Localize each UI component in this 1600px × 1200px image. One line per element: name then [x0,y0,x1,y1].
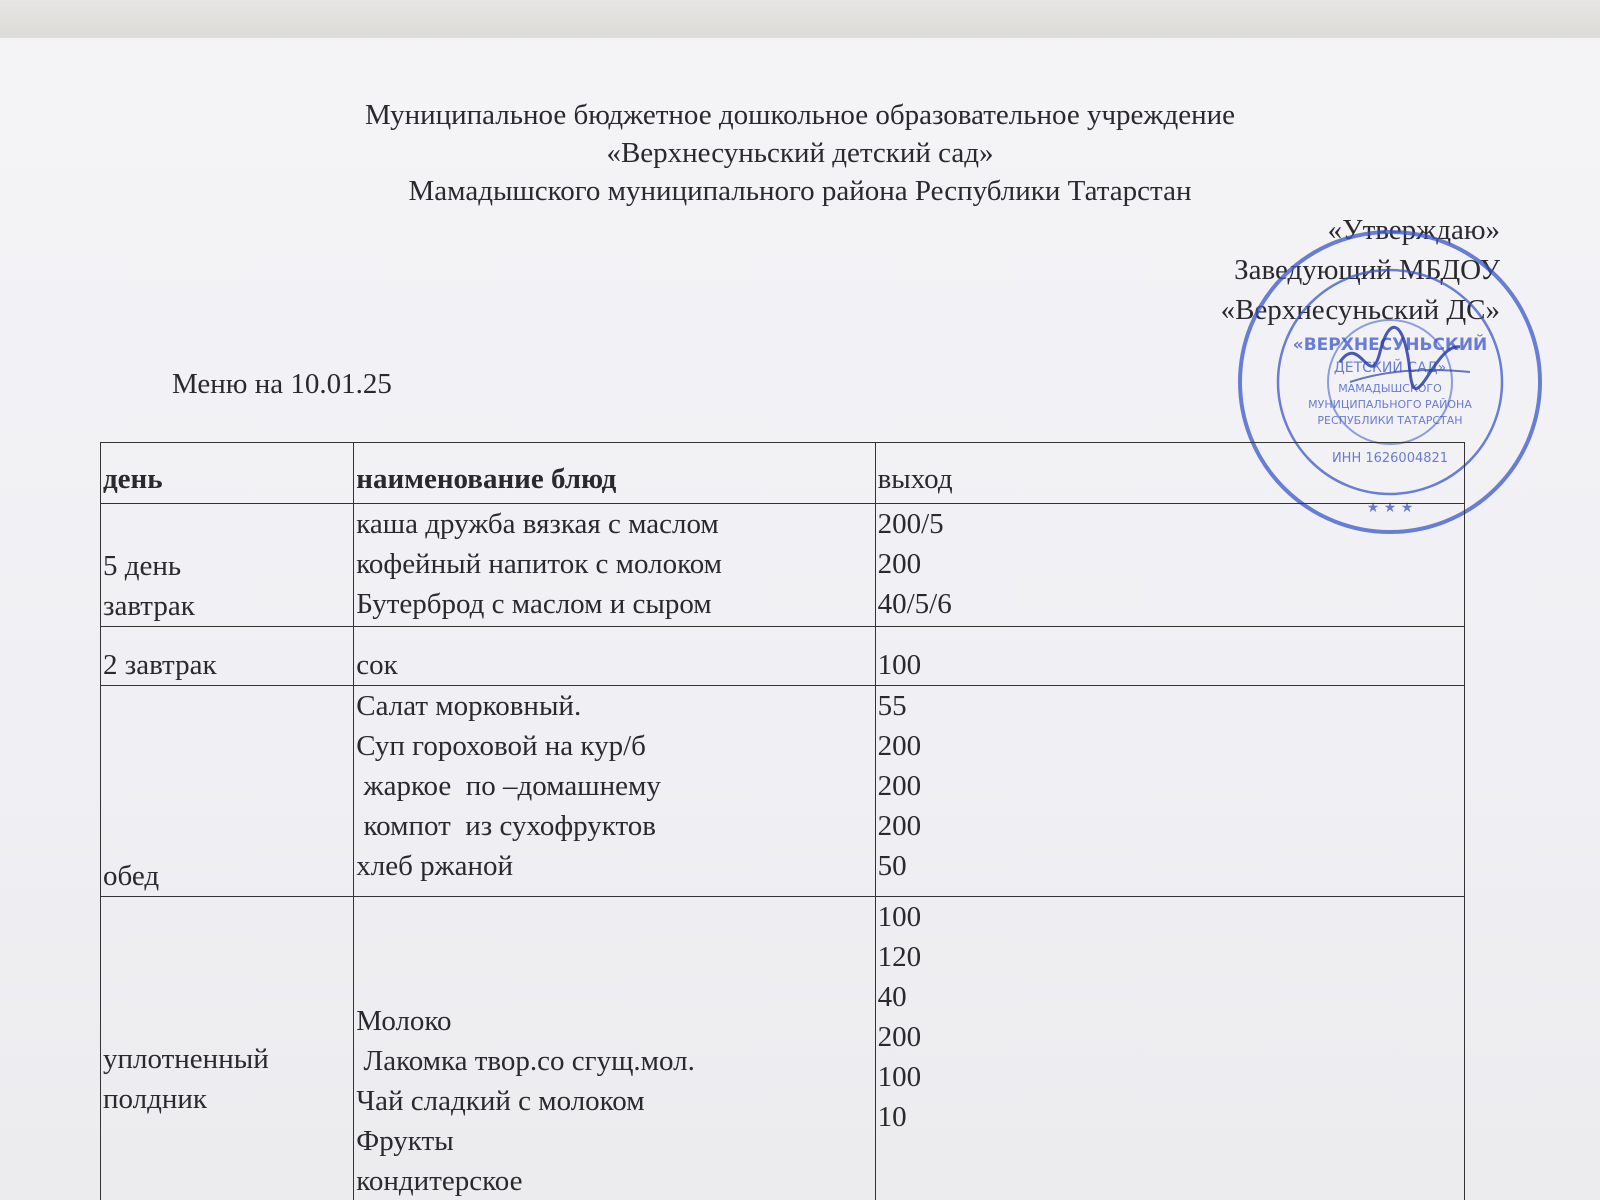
portion-value: 200 [877,1021,922,1053]
menu-table [100,442,1465,1200]
table-row-second-breakfast [101,627,1465,686]
meal-cell [101,686,354,897]
dish-item: сок [356,649,398,681]
svg-text:РЕСПУБЛИКИ ТАТАРСТАН: РЕСПУБЛИКИ ТАТАРСТАН [1317,414,1463,427]
svg-text:ДЕТСКИЙ САД»: ДЕТСКИЙ САД» [1333,360,1447,376]
portion-value: 100 [877,649,922,681]
meal-label: обед [103,860,160,892]
meal-label: 5 день [103,550,182,582]
dish-item: кофейный напиток с молоком [356,548,723,580]
portion-cell [875,627,1464,686]
portion-value: 55 [877,690,907,722]
portion-value: 200 [877,770,922,802]
portion-value: 40 [877,981,907,1013]
dish-item: Лакомка твор.со сгущ.мол. [356,1045,695,1077]
dish-item: Молоко [356,1005,452,1037]
meal-label: завтрак [103,590,195,622]
dish-item: Бутерброд с маслом и сыром [356,588,712,620]
portion-value: 10 [877,1101,907,1133]
meal-cell [101,504,354,627]
portion-value: 200/5 [877,508,944,540]
institution-header [0,96,1600,210]
portion-cell [875,897,1464,1200]
svg-text:★ ★ ★: ★ ★ ★ [1366,500,1414,516]
portion-value: 200 [877,810,922,842]
dish-item: Фрукты [356,1125,454,1157]
dish-cell [354,897,875,1200]
dish-item: Салат морковный. [356,690,582,722]
meal-label: 2 завтрак [103,649,217,681]
svg-text:«ВЕРХНЕСУНЬСКИЙ: «ВЕРХНЕСУНЬСКИЙ [1292,335,1488,355]
meal-cell [101,627,354,686]
dish-item: компот из сухофруктов [356,810,656,842]
menu-date-title: Меню на 10.01.25 [172,368,392,400]
svg-text:ИНН 1626004821: ИНН 1626004821 [1331,451,1449,466]
portion-value: 100 [877,1061,922,1093]
header-portion: выход [875,443,1464,504]
dish-item: каша дружба вязкая с маслом [356,508,719,540]
svg-text:МАМАДЫШСКОГО: МАМАДЫШСКОГО [1338,382,1442,395]
portion-value: 200 [877,548,922,580]
header-day: день [101,443,354,504]
portion-cell [875,686,1464,897]
dish-cell [354,686,875,897]
table-row-afternoon-snack [101,897,1465,1200]
portion-value: 100 [877,901,922,933]
table-row-lunch [101,686,1465,897]
dish-item: жаркое по –домашнему [356,770,661,802]
portion-value: 50 [877,850,907,882]
dish-cell [354,627,875,686]
approval-line-2: Заведующий МБДОУ [1234,254,1500,286]
dish-item: хлеб ржаной [356,850,514,882]
approval-line-1: «Утверждаю» [1327,214,1500,246]
portion-value: 120 [877,941,922,973]
table-row-breakfast [101,504,1465,627]
header-line-2: «Верхнесуньский детский сад» [606,137,994,169]
dish-cell [354,504,875,627]
portion-value: 200 [877,730,922,762]
meal-cell [101,897,354,1200]
portion-value: 40/5/6 [877,588,952,620]
header-line-1: Муниципальное бюджетное дошкольное образовательное учреждение [365,99,1235,131]
dish-item: Суп гороховой на кур/б [356,730,646,762]
svg-text:МУНИЦИПАЛЬНОГО РАЙОНА: МУНИЦИПАЛЬНОГО РАЙОНА [1308,398,1472,411]
dish-item: кондитерское [356,1165,523,1197]
header-dish-name: наименование блюд [354,443,875,504]
dish-item: Чай сладкий с молоком [356,1085,645,1117]
meal-label: полдник [103,1083,207,1115]
portion-cell [875,504,1464,627]
table-header-row [101,443,1465,504]
approval-line-3: «Верхнесуньский ДС» [1220,294,1500,326]
header-line-3: Мамадышского муниципального района Республики Татарстан [408,175,1192,207]
meal-label: уплотненный [103,1043,269,1075]
